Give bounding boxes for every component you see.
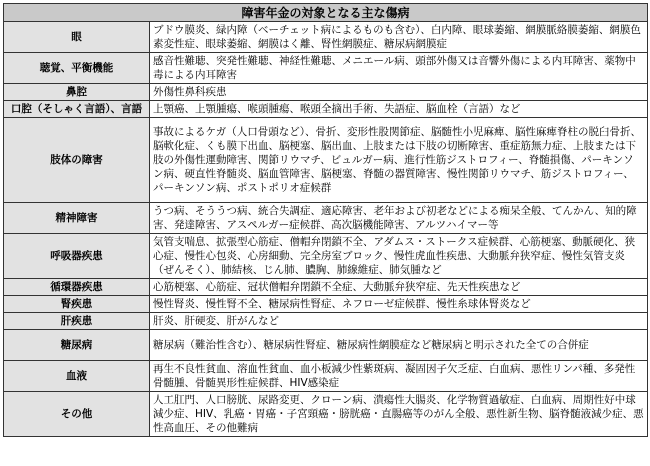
category-cell: 循環器疾患 (4, 279, 150, 296)
category-cell: 肢体の障害 (4, 118, 150, 203)
description-cell: 人工肛門、人口膀胱、尿路変更、クローン病、潰瘍性大腸炎、化学物質過敏症、白血病、周期性好中球減少症、HIV、乳癌・胃癌・子宮頸癌・膀胱癌・直腸癌等のがん全般、悪性新生物、脳脊髄液減少症、悪性高血圧、その他難病 (150, 392, 648, 437)
table-row (4, 313, 648, 330)
table-row (4, 330, 648, 361)
table-row (4, 203, 648, 234)
description-cell: 事故によるケガ（人口骨頭など）、骨折、変形性股関節症、脳髄性小児麻痺、脳性麻痺脊柱の脱臼骨折、脳軟化症、くも膜下出血、脳梗塞、脳出血、上肢または下肢の切断障害、重症筋無力症、上肢または下肢の外傷性運動障害、関節リウマチ、ビュルガー病、進行性筋ジストロフィー、脊髄損傷、パーキンソン病、硬直性脊髄炎、脳血管障害、脳梗塞、脊髄の器質障害、慢性関節リウマチ、筋ジストロフィー、パーキンソン病、ポストポリオ症候群 (150, 118, 648, 203)
description-cell: 再生不良性貧血、溶血性貧血、血小板減少性紫斑病、凝固因子欠乏症、白血病、悪性リンパ種、多発性骨髄腫、骨髄異形性症候群、HIV感染症 (150, 361, 648, 392)
table-row (4, 53, 648, 84)
table-row (4, 279, 648, 296)
table-title: 障害年金の対象となる主な傷病 (4, 4, 648, 22)
description-cell: 感音性難聴、突発性難聴、神経性難聴、メニエール病、頭部外傷又は音響外傷による内耳障害、薬物中毒による内耳障害 (150, 53, 648, 84)
description-cell: 上顎癌、上顎腫瘍、喉頭腫瘍、喉頭全摘出手術、失語症、脳血栓（言語）など (150, 101, 648, 118)
category-cell: 鼻腔 (4, 84, 150, 101)
category-cell: 血液 (4, 361, 150, 392)
table-row (4, 101, 648, 118)
table-row (4, 118, 648, 203)
category-cell: 呼吸器疾患 (4, 234, 150, 279)
category-cell: 腎疾患 (4, 296, 150, 313)
category-cell: 糖尿病 (4, 330, 150, 361)
table-title-row (4, 4, 648, 22)
category-cell: 聴覚、平衡機能 (4, 53, 150, 84)
table-row (4, 361, 648, 392)
description-cell: うつ病、そううつ病、統合失調症、適応障害、老年および初老などによる痴呆全般、てんかん、知的障害、発達障害、アスペルガー症候群、高次脳機能障害、アルツハイマー等 (150, 203, 648, 234)
category-cell: 肝疾患 (4, 313, 150, 330)
category-cell: その他 (4, 392, 150, 437)
category-cell: 眼 (4, 22, 150, 53)
category-cell: 精神障害 (4, 203, 150, 234)
description-cell: 肝炎、肝硬変、肝がんなど (150, 313, 648, 330)
table-row (4, 84, 648, 101)
description-cell: 心筋梗塞、心筋症、冠状僧帽弁閉鎖不全症、大動脈弁狭窄症、先天性疾患など (150, 279, 648, 296)
description-cell: 外傷性鼻科疾患 (150, 84, 648, 101)
description-cell: 慢性腎炎、慢性腎不全、糖尿病性腎症、ネフローゼ症候群、慢性糸球体腎炎など (150, 296, 648, 313)
table-row (4, 296, 648, 313)
description-cell: 糖尿病（難治性含む）、糖尿病性腎症、糖尿病性網膜症など糖尿病と明示された全ての合併症 (150, 330, 648, 361)
table-row (4, 22, 648, 53)
table-row (4, 234, 648, 279)
category-cell: 口腔（そしゃく言語）、言語 (4, 101, 150, 118)
disease-table (3, 3, 648, 437)
description-cell: ブドウ膜炎、緑内障（ベーチェット病によるものも含む）、白内障、眼球萎縮、網膜脈絡膜萎縮、網膜色素変性症、眼球萎縮、網膜はく離、腎性網膜症、糖尿病網膜症 (150, 22, 648, 53)
description-cell: 気管支喘息、拡張型心筋症、僧帽弁閉鎖不全、アダムス・ストークス症候群、心筋梗塞、動脈硬化、狭心症、慢性心包炎、心房細動、完全房室ブロック、慢性虎血性疾患、大動脈弁狭窄症、慢性気管支炎（ぜんそく）、肺結核、じん肺、膿胸、肺線維症、肺気腫など (150, 234, 648, 279)
disease-table-container (3, 3, 647, 437)
table-row (4, 392, 648, 437)
